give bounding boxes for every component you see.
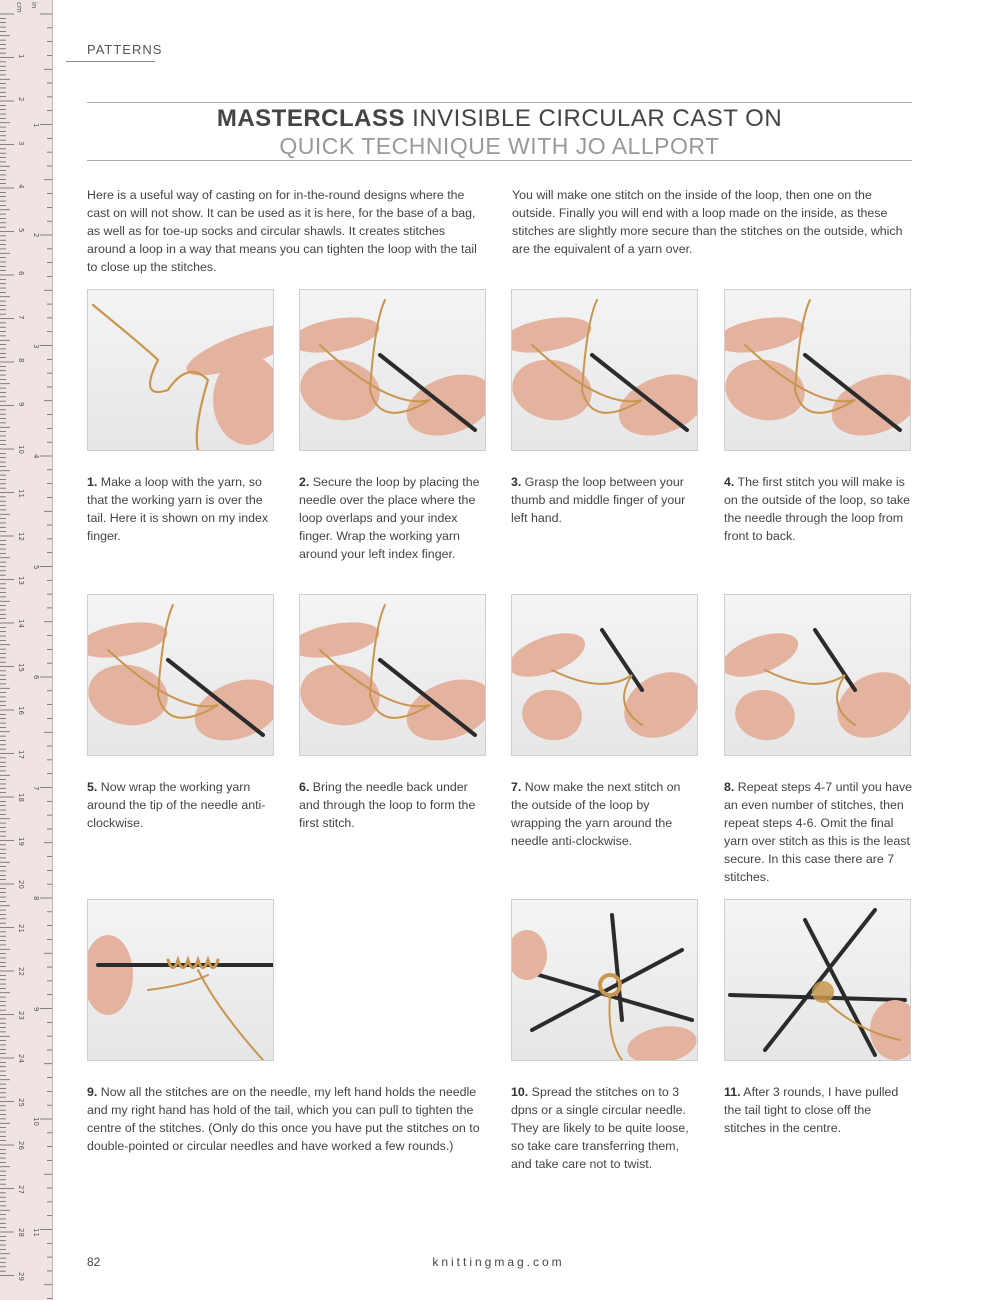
ruler-cm-label: 11 — [17, 488, 25, 498]
step-4-photo — [724, 289, 911, 451]
step-8-photo — [724, 594, 911, 756]
ruler-in-label: 11 — [32, 1227, 40, 1237]
photo-graphic — [88, 595, 273, 755]
step-text: Spread the stitches on to 3 dpns or a single circular needle. They are likely to be quite loose, so take care transferring them, and take care not to twist. — [511, 1085, 689, 1171]
ruler-cm-label: 15 — [17, 662, 25, 672]
ruler-cm-label: 24 — [17, 1054, 25, 1063]
step-2-caption — [299, 473, 489, 563]
title-rule-bottom — [87, 160, 912, 161]
step-5-caption — [87, 778, 277, 832]
ruler-cm-label: 18 — [17, 793, 25, 802]
ruler-cm-label: 4 — [17, 184, 25, 189]
ruler-in-label: 6 — [32, 675, 40, 680]
photo-graphic — [512, 290, 697, 450]
step-5-photo — [87, 594, 274, 756]
photo-graphic — [300, 595, 485, 755]
step-7-photo — [511, 594, 698, 756]
step-6-photo — [299, 594, 486, 756]
step-text: Now wrap the working yarn around the tip of the needle anti-clockwise. — [87, 780, 266, 830]
step-11-photo — [724, 899, 911, 1061]
step-text: Now make the next stitch on the outside of the loop by wrapping the yarn around the needle anti-clockwise. — [511, 780, 681, 848]
section-label: PATTERNS — [87, 42, 163, 57]
step-text: The first stitch you will make is on the outside of the loop, so take the needle through the loop from front to back. — [724, 475, 910, 543]
ruler-cm-label: 13 — [17, 575, 25, 585]
ruler-in-label: 7 — [32, 785, 40, 790]
step-7-caption — [511, 778, 701, 850]
step-text: Make a loop with the yarn, so that the working yarn is over the tail. Here it is shown on my index finger. — [87, 475, 269, 543]
ruler-cm-label: 17 — [17, 749, 25, 759]
step-number: 2. — [299, 475, 310, 489]
ruler-cm-label: 10 — [17, 445, 25, 454]
step-10-caption — [511, 1083, 701, 1173]
page-title — [87, 105, 912, 133]
photo-graphic — [88, 900, 273, 1060]
ruler-cm-label: 21 — [17, 923, 25, 933]
ruler-cm-label: 27 — [17, 1184, 25, 1194]
step-text: Repeat steps 4-7 until you have an even number of stitches, then repeat steps 4-6. Omit the final yarn over stitch as this is the least secure. In this case there are 7 stitches. — [724, 780, 913, 884]
ruler-cm-label: 8 — [17, 358, 25, 363]
ruler-cm-label: 7 — [17, 314, 25, 319]
ruler-in-label: 2 — [32, 233, 40, 238]
intro-left: Here is a useful way of casting on for in-the-round designs where the cast on will not show. It can be used as it is here, for the base of a bag, as well as for toe-up socks and circular shawls. It creates stitches around a loop in a way that means you can tighten the loop with the tail to close up the stitches. — [87, 188, 477, 274]
ruler-in-label: 8 — [32, 896, 40, 901]
ruler-cm-label: 1 — [17, 53, 25, 58]
ruler-cm-label: 3 — [17, 140, 25, 145]
step-4-caption — [724, 473, 914, 545]
step-number: 1. — [87, 475, 98, 489]
title-rest: INVISIBLE CIRCULAR CAST ON — [405, 105, 783, 132]
step-9-caption — [87, 1083, 482, 1155]
ruler-cm-label: 12 — [17, 532, 25, 541]
photo-graphic — [88, 290, 273, 450]
ruler-cm-label: 22 — [17, 967, 25, 976]
intro-right: You will make one stitch on the inside of the loop, then one on the outside. Finally you will end with a loop made on the inside, as these stitches are slightly more secure than the stitches on the outside, which are the equivalent of a yarn over. — [512, 188, 903, 256]
photo-graphic — [725, 900, 910, 1060]
step-1-photo — [87, 289, 274, 451]
step-text: After 3 rounds, I have pulled the tail tight to close off the stitches in the centre. — [724, 1085, 899, 1135]
step-text: Now all the stitches are on the needle, my left hand holds the needle and my right hand has hold of the tail, which you can pull to tighten the centre of the stitches. (Only do this once you have put the stitches on to double-pointed or circular needles and have worked a few rounds.) — [87, 1085, 480, 1153]
photo-graphic — [512, 900, 697, 1060]
title-bold: MASTERCLASS — [216, 105, 405, 132]
ruler-cm-label: 14 — [17, 619, 25, 628]
step-number: 4. — [724, 475, 735, 489]
step-2-photo — [299, 289, 486, 451]
ruler-cm-label: 25 — [17, 1097, 25, 1107]
photo-graphic — [300, 290, 485, 450]
step-number: 6. — [299, 780, 310, 794]
site-url: knittingmag.com — [432, 1255, 565, 1269]
ruler-cm-label: 19 — [17, 836, 25, 846]
step-text: Grasp the loop between your thumb and middle finger of your left hand. — [511, 475, 686, 525]
step-number: 5. — [87, 780, 98, 794]
ruler-in-label: 1 — [32, 122, 40, 127]
ruler-cm-label: 28 — [17, 1228, 25, 1237]
step-number: 11. — [724, 1085, 741, 1099]
step-number: 7. — [511, 780, 522, 794]
ruler-cm-label: 6 — [17, 271, 25, 276]
ruler-cm-label: 26 — [17, 1141, 25, 1150]
ruler-in-label: 4 — [32, 454, 40, 459]
step-6-caption — [299, 778, 489, 832]
ruler-in-label: 3 — [32, 343, 40, 348]
ruler-in-label: 9 — [32, 1006, 40, 1011]
step-number: 3. — [511, 475, 522, 489]
step-1-caption — [87, 473, 277, 545]
ruler-cm-label: 23 — [17, 1010, 25, 1020]
photo-graphic — [725, 290, 910, 450]
step-number: 8. — [724, 780, 735, 794]
step-10-photo — [511, 899, 698, 1061]
ruler-unit-label: cm — [15, 2, 23, 13]
step-3-caption — [511, 473, 701, 527]
section-underline — [66, 61, 155, 62]
ruler-cm-label: 29 — [17, 1271, 25, 1281]
step-3-photo — [511, 289, 698, 451]
title-rule-top — [87, 102, 912, 103]
ruler-in-label: 5 — [32, 564, 40, 569]
photo-graphic — [725, 595, 910, 755]
step-9-photo — [87, 899, 274, 1061]
step-number: 10. — [511, 1085, 529, 1099]
ruler-ticks — [0, 0, 52, 1300]
ruler-cm-label: 5 — [17, 227, 25, 232]
ruler-cm-label: 20 — [17, 880, 25, 889]
photo-graphic — [512, 595, 697, 755]
step-text: Secure the loop by placing the needle over the place where the loop overlaps and your index finger. Wrap the working yarn around your left index finger. — [299, 475, 480, 561]
step-number: 9. — [87, 1085, 98, 1099]
ruler-in-label: 10 — [32, 1117, 40, 1126]
ruler-cm-label: 2 — [17, 97, 25, 102]
step-11-caption — [724, 1083, 914, 1137]
page-number: 82 — [87, 1255, 101, 1269]
step-text: Bring the needle back under and through the loop to form the first stitch. — [299, 780, 476, 830]
ruler-cm-label: 9 — [17, 401, 25, 406]
ruler-unit-label: in — [30, 2, 38, 9]
ruler — [0, 0, 53, 1300]
ruler-cm-label: 16 — [17, 706, 25, 715]
step-8-caption — [724, 778, 914, 886]
page-subtitle: QUICK TECHNIQUE WITH JO ALLPORT — [279, 133, 720, 159]
